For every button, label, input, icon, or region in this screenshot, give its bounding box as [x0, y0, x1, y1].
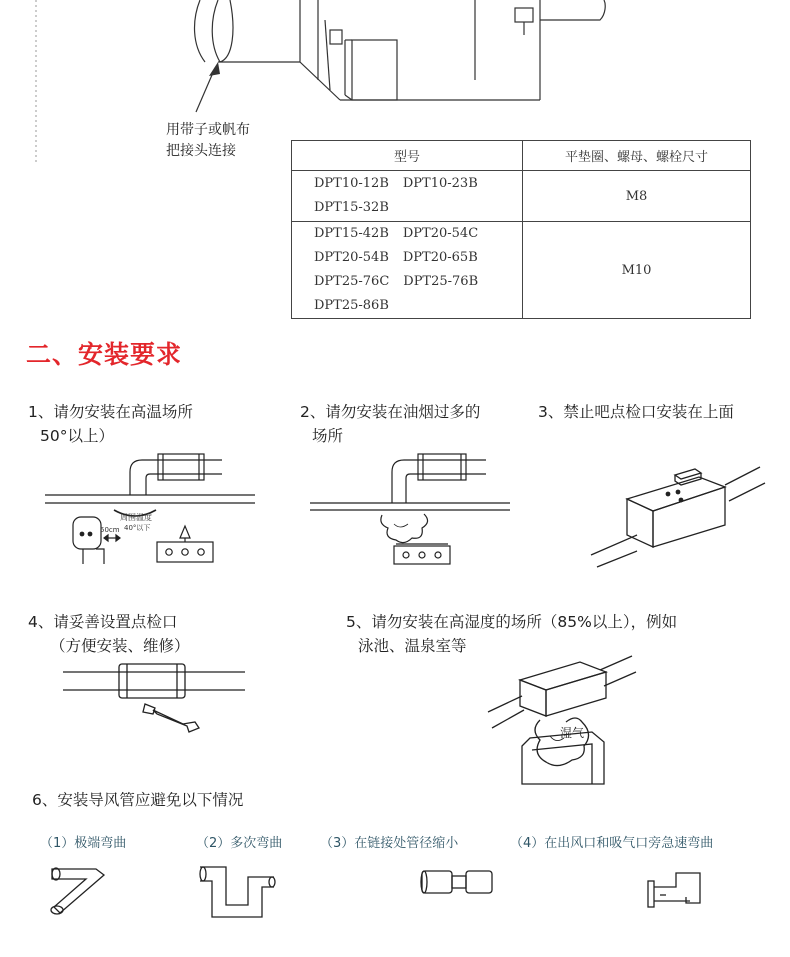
distance-label: 50cm — [100, 526, 120, 534]
connection-note-line2: 把接头连接 — [166, 143, 236, 159]
figure-high-temperature — [0, 440, 290, 580]
table-header-row — [292, 141, 751, 171]
humidity-label: 湿气 — [560, 726, 585, 740]
table-cell-size: M8 — [523, 171, 751, 222]
table-row — [292, 171, 751, 222]
duct-case-drawings — [0, 855, 790, 930]
duct-case-4-label: （4）在出风口和吸气口旁急速弯曲 — [510, 836, 714, 851]
requirement-5-line1: 5、请勿安装在高湿度的场所（85%以上），例如 — [346, 613, 678, 631]
requirement-6 — [32, 788, 243, 812]
requirement-4 — [28, 610, 190, 658]
model-code: DPT20-65B — [402, 250, 478, 265]
model-code: DPT15-42B — [314, 226, 389, 241]
requirement-1-line1: 1、请勿安装在高温场所 — [28, 403, 193, 421]
connection-note-line1: 用带子或帆布 — [166, 122, 250, 138]
duct-case-2-label: （2）多次弯曲 — [196, 836, 283, 851]
requirement-2-line1: 2、请勿安装在油烟过多的 — [300, 403, 481, 421]
duct-case-3-label: （3）在链接处管径缩小 — [320, 836, 459, 851]
requirement-1-line2: 50°以上） — [40, 427, 114, 445]
table-cell-size: M10 — [523, 222, 751, 319]
table-cell-models — [292, 222, 523, 319]
requirement-2-line2: 场所 — [312, 427, 344, 445]
figure-oily-smoke — [300, 440, 530, 580]
model-code: DPT20-54B — [314, 250, 389, 265]
model-code: DPT20-54C — [402, 226, 479, 241]
requirement-4-line1: 4、请妥善设置点检口 — [28, 613, 178, 631]
requirement-3 — [538, 400, 734, 424]
table-row — [292, 222, 751, 319]
requirement-6-line1: 6、安装导风管应避免以下情况 — [32, 791, 244, 809]
model-code: DPT10-12B — [314, 176, 389, 191]
figure-high-humidity — [480, 650, 640, 790]
requirement-5-line2: 泳池、温泉室等 — [358, 637, 467, 655]
requirement-3-line1: 3、禁止吧点检口安装在上面 — [538, 403, 734, 421]
model-code: DPT25-86B — [314, 298, 389, 313]
model-code: DPT10-23B — [402, 176, 478, 191]
below-40-label: 40°以下 — [124, 524, 151, 532]
figure-inspection-access — [55, 660, 265, 740]
model-code: DPT25-76C — [314, 274, 390, 289]
model-code: DPT25-76B — [403, 274, 479, 289]
duct-case-1-label: （1）极端弯曲 — [40, 836, 127, 851]
connection-note — [166, 120, 250, 162]
table-cell-models — [292, 171, 523, 222]
section-title: 二、安装要求 — [26, 340, 183, 369]
model-code: DPT15-32B — [314, 200, 389, 215]
spec-table — [291, 140, 751, 319]
table-header-model: 型号 — [292, 141, 523, 171]
table-header-size: 平垫圈、螺母、螺栓尺寸 — [523, 141, 751, 171]
ambient-temp-label: 周围温度 — [120, 513, 152, 522]
requirement-4-line2: （方便安装、维修） — [50, 637, 190, 655]
figure-inspection-top — [575, 455, 775, 575]
